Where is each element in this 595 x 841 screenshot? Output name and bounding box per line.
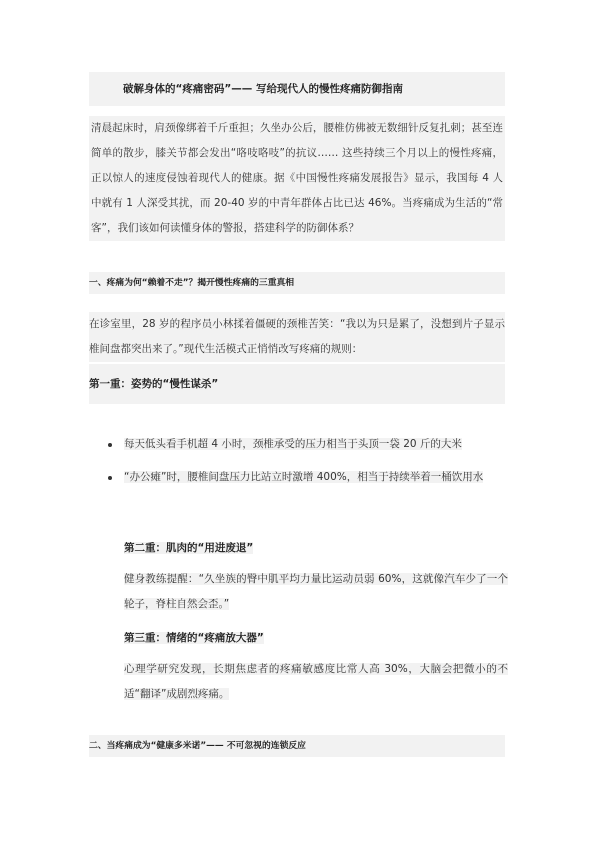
subheading-posture: 第一重：姿势的“慢性谋杀” xyxy=(89,364,505,404)
document-title: 破解身体的“疼痛密码”—— 写给现代人的慢性疼痛防御指南 xyxy=(89,72,505,106)
subsection-muscle xyxy=(124,536,508,617)
section-2-heading: 二、当疼痛成为“健康多米诺”—— 不可忽视的连锁反应 xyxy=(89,735,505,757)
subheading-muscle: 第二重：肌肉的“用进废退” xyxy=(124,542,254,554)
list-item xyxy=(108,465,508,490)
bullet-text: 每天低头看手机超 4 小时，颈椎承受的压力相当于头顶一袋 20 斤的大米 xyxy=(124,438,462,450)
list-item xyxy=(108,432,508,457)
subsection-emotion-text: 心理学研究发现，长期焦虑者的疼痛敏感度比常人高 30%，大脑会把微小的不适“翻译”成剧烈疼痛。 xyxy=(124,663,508,700)
bullet-dot-icon xyxy=(108,476,112,480)
subsection-emotion xyxy=(124,626,508,707)
section-1-heading: 一、疼痛为何“赖着不走”？揭开慢性疼痛的三重真相 xyxy=(89,272,505,294)
subheading-emotion: 第三重：情绪的“疼痛放大器” xyxy=(124,632,264,644)
bullet-text: “办公瘫”时，腰椎间盘压力比站立时激增 400%，相当于持续举着一桶饮用水 xyxy=(124,471,484,483)
subsection-muscle-text: 健身教练提醒：“久坐族的臀中肌平均力量比运动员弱 60%，这就像汽车少了一个轮子，脊柱自然会歪。” xyxy=(124,573,508,610)
bullet-dot-icon xyxy=(108,443,112,447)
section-1-paragraph: 在诊室里，28 岁的程序员小林揉着僵硬的颈椎苦笑：“我以为只是累了，没想到片子显示椎间盘都突出来了。”现代生活模式正悄悄改写疼痛的规则： xyxy=(89,312,505,362)
bullet-list xyxy=(108,432,508,498)
intro-paragraph: 清晨起床时，肩颈像绑着千斤重担；久坐办公后，腰椎仿佛被无数细针反复扎刺；甚至连简单的散步，膝关节都会发出“咯吱咯吱”的抗议…… 这些持续三个月以上的慢性疼痛，正以惊人的速度侵蚀着现代人的健康。据《中国慢性疼痛发展报告》显示，我国每 4 人中就有 1 人深受其扰，而 20-40 岁的中青年群体占比已达 46%。当疼痛成为生活的“常客”，我们该如何读懂身体的警报，搭建科学的防御体系？ xyxy=(89,116,505,241)
